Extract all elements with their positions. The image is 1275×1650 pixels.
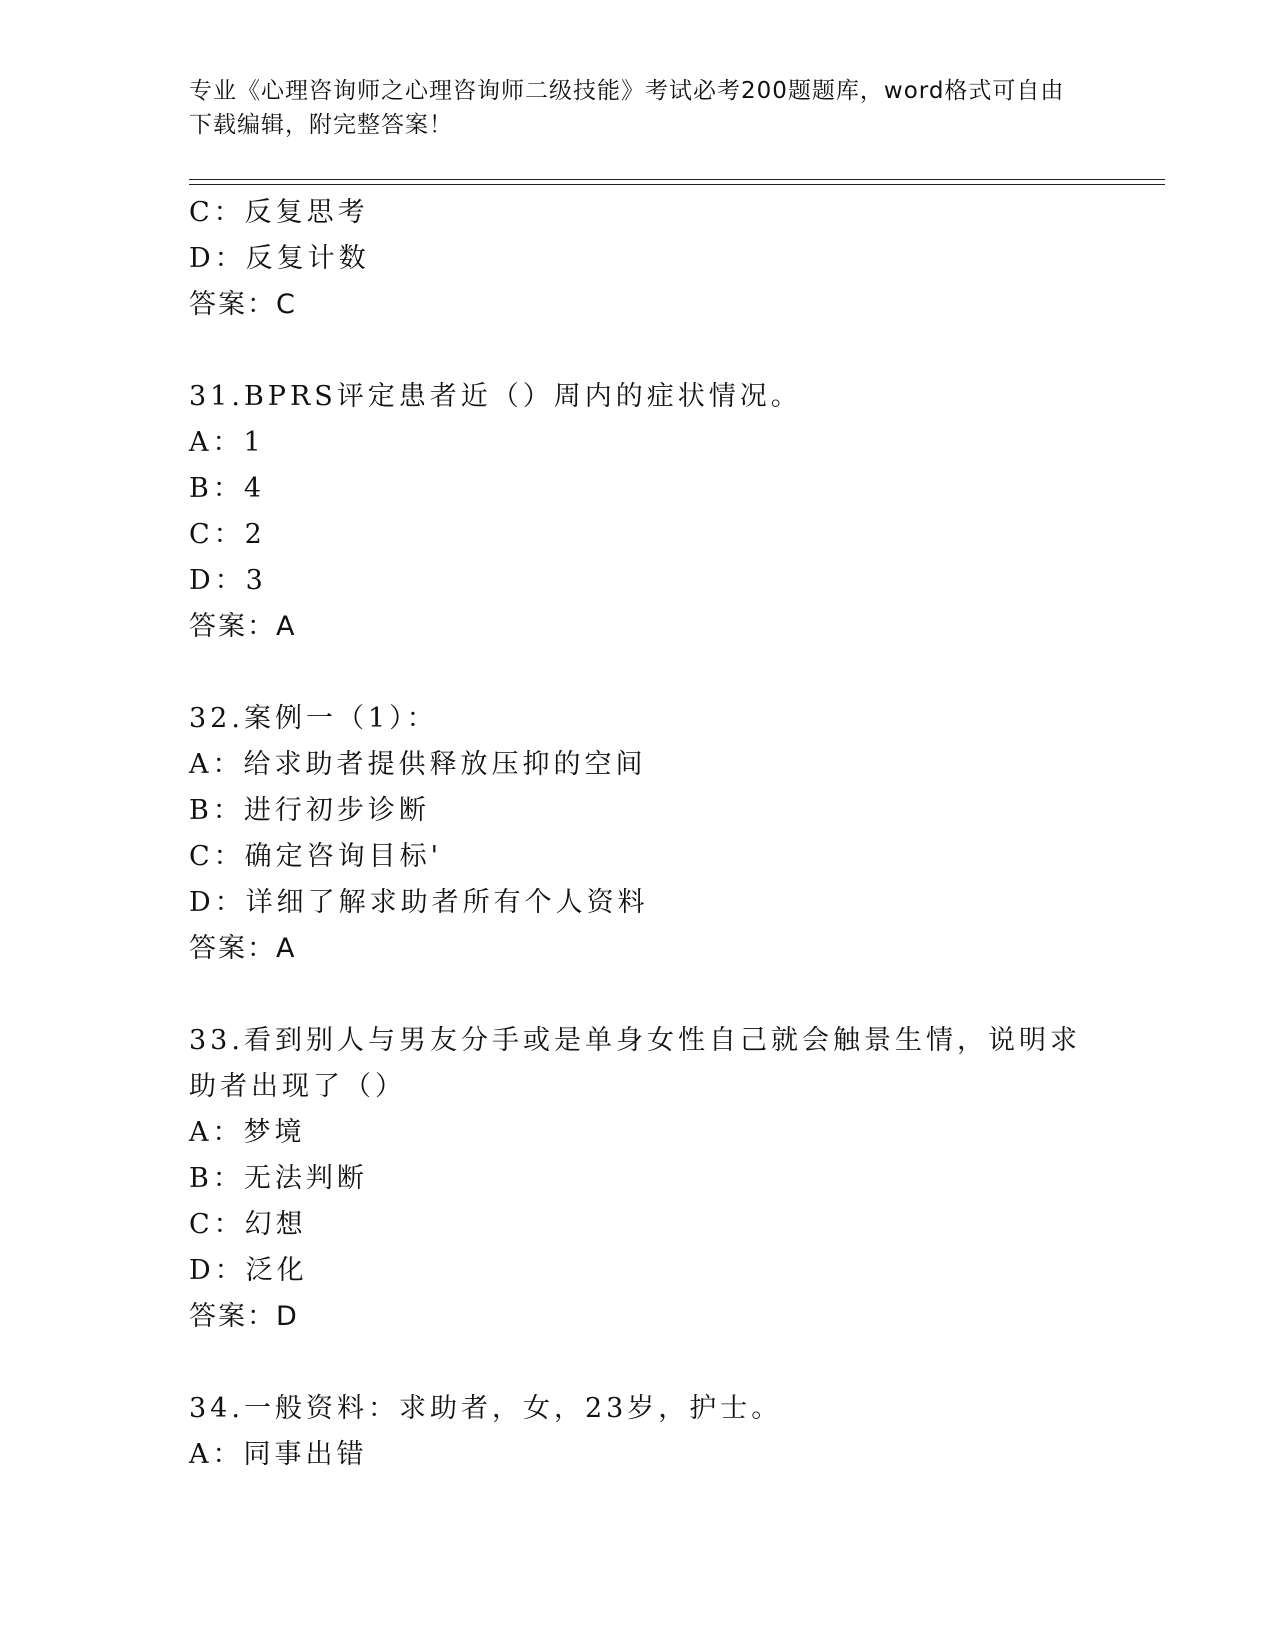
- answer-line: 答案：A: [189, 611, 297, 642]
- question-32: [189, 696, 1089, 972]
- option-d: D：详细了解求助者所有个人资料: [189, 887, 649, 918]
- option-b: B：4: [189, 473, 266, 504]
- question-stem: 31.BPRS评定患者近（）周内的症状情况。: [189, 381, 802, 412]
- carryover-block: [189, 190, 1089, 328]
- option-a: A：给求助者提供释放压抑的空间: [189, 749, 647, 780]
- option-c: C：反复思考: [189, 197, 369, 228]
- option-b: B：进行初步诊断: [189, 795, 430, 826]
- question-stem: 33.看到别人与男友分手或是单身女性自己就会触景生情，说明求助者出现了（）: [189, 1025, 1081, 1102]
- question-31: [189, 374, 1089, 650]
- option-a: A：1: [189, 427, 265, 458]
- option-d: D：反复计数: [189, 243, 370, 274]
- answer-line: 答案：D: [189, 1301, 299, 1332]
- question-33: [189, 1018, 1089, 1340]
- answer-line: 答案：A: [189, 933, 297, 964]
- question-stem: 34.一般资料：求助者，女，23岁，护士。: [189, 1393, 783, 1424]
- answer-line: 答案：C: [189, 289, 297, 320]
- document-header: 专业《心理咨询师之心理咨询师二级技能》考试必考200题题库，word格式可自由下载编辑，附完整答案！: [189, 78, 1065, 138]
- option-a: A：同事出错: [189, 1439, 368, 1470]
- option-c: C：2: [189, 519, 266, 550]
- question-34: [189, 1386, 1089, 1478]
- option-b: B：无法判断: [189, 1163, 368, 1194]
- option-c: C：确定咨询目标': [189, 841, 443, 872]
- option-a: A：梦境: [189, 1117, 306, 1148]
- option-d: D：3: [189, 565, 267, 596]
- header-rule-top: [189, 179, 1165, 180]
- header-rule-bottom: [189, 184, 1165, 185]
- question-content: [189, 190, 1089, 1478]
- option-c: C：幻想: [189, 1209, 307, 1240]
- question-stem: 32.案例一（1）：: [189, 703, 438, 734]
- option-d: D：泛化: [189, 1255, 308, 1286]
